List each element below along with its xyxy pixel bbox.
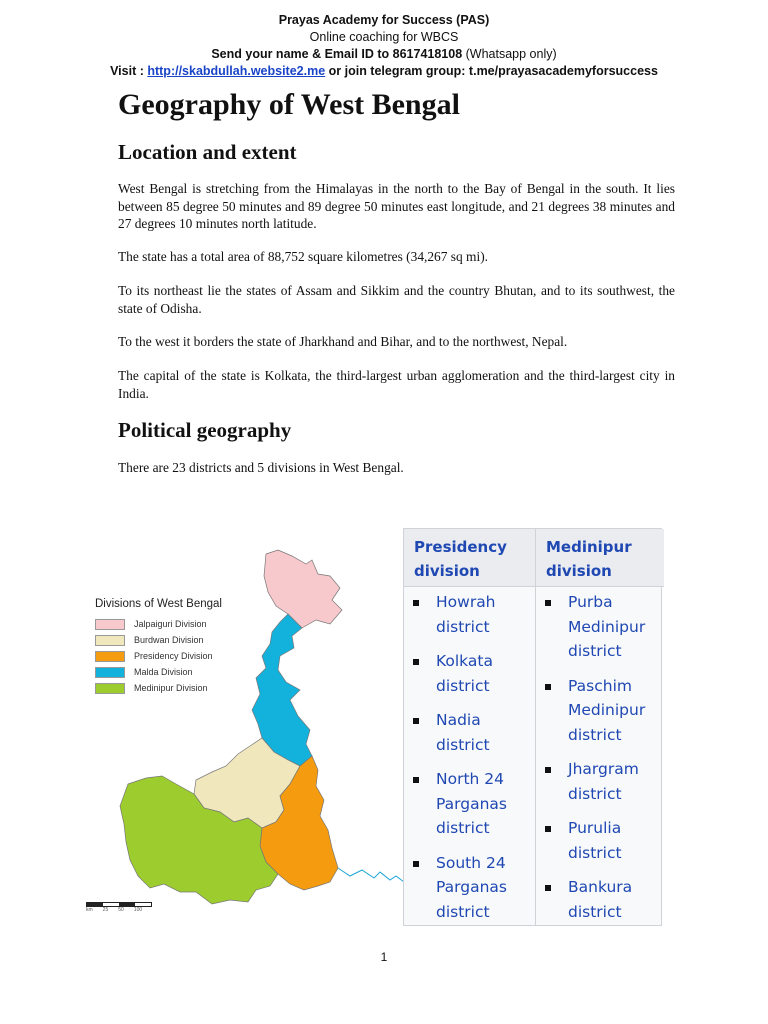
district-link-kolkata[interactable]	[404, 649, 535, 698]
header-line: Presidency	[414, 538, 507, 556]
legend-swatch	[95, 619, 125, 630]
link-line: Medinipur	[568, 617, 646, 636]
map-coastline-islands	[338, 868, 404, 882]
link-line: Nadia	[436, 711, 481, 729]
district-link-bankura[interactable]	[536, 875, 664, 924]
legend-label: Jalpaiguri Division	[134, 619, 207, 629]
section-political-heading: Political geography	[118, 418, 292, 442]
divisions-table	[403, 528, 662, 926]
link-line: district	[568, 902, 622, 921]
visit-line	[0, 63, 768, 80]
medinipur-header	[536, 529, 664, 587]
link-line: district	[568, 725, 622, 744]
link-line: Paschim	[568, 676, 632, 695]
paragraph-west: To the west it borders the state of Jharkhand and Bihar, and to the northwest, Nepal.	[118, 334, 568, 349]
scale-label: km	[86, 907, 93, 913]
legend-item-burdwan	[95, 632, 222, 648]
link-line: district	[568, 784, 622, 803]
west-bengal-division-map	[80, 540, 410, 920]
contact-bold: Send your name & Email ID to 8617418108	[211, 47, 463, 61]
page-header	[0, 12, 768, 80]
legend-title: Divisions of West Bengal	[95, 598, 222, 610]
link-line: Jhargram	[568, 760, 639, 778]
presidency-header	[404, 529, 535, 587]
legend-item-medinipur	[95, 680, 222, 696]
link-line: district	[568, 642, 622, 660]
link-line: district	[568, 843, 622, 862]
scale-labels	[86, 907, 152, 913]
link-line: district	[436, 819, 490, 837]
visit-label: Visit :	[110, 64, 148, 78]
link-line: Purba	[568, 593, 613, 611]
paragraph-districts: There are 23 districts and 5 divisions in West Bengal.	[118, 460, 404, 475]
legend-item-jalpaiguri	[95, 616, 222, 632]
district-link-jhargram[interactable]	[536, 757, 664, 806]
legend-swatch	[95, 683, 125, 694]
section-location-heading: Location and extent	[118, 140, 297, 164]
medinipur-list	[536, 587, 664, 924]
legend-item-malda	[95, 664, 222, 680]
district-link-north-24-parganas[interactable]	[404, 767, 535, 841]
contact-line	[0, 46, 768, 63]
header-line: division	[414, 562, 480, 580]
scale-label: 25	[102, 907, 109, 913]
paragraph-area: The state has a total area of 88,752 square kilometres (34,267 sq mi).	[118, 249, 488, 264]
link-line: district	[436, 735, 490, 754]
scale-label: 50	[118, 907, 124, 913]
legend-swatch	[95, 635, 125, 646]
link-line: Bankura	[568, 878, 633, 896]
header-line: Medinipur	[546, 538, 632, 556]
telegram-text: or join telegram group: t.me/prayasacademyforsuccess	[325, 64, 658, 78]
legend-swatch	[95, 651, 125, 662]
map-scale-bar	[86, 902, 152, 913]
medinipur-column	[535, 529, 664, 925]
legend-item-presidency	[95, 648, 222, 664]
legend-label: Presidency Division	[134, 651, 213, 661]
district-link-nadia[interactable]	[404, 708, 535, 757]
link-line: district	[436, 617, 490, 636]
link-line: Purulia	[568, 819, 622, 837]
academy-name: Prayas Academy for Success (PAS)	[278, 13, 490, 27]
link-line: Howrah	[436, 593, 496, 611]
link-line: Parganas	[436, 794, 507, 813]
website-link[interactable]: http://skabdullah.website2.me	[147, 64, 326, 78]
legend-label: Burdwan Division	[134, 635, 204, 645]
legend-swatch	[95, 667, 125, 678]
paragraph-capital: The capital of the state is Kolkata, the third-largest urban agglomeration and the third-largest city in India.	[118, 368, 675, 401]
page-number: 1	[380, 950, 388, 964]
paragraph-location: West Bengal is stretching from the Himalayas in the north to the Bay of Bengal in the south. It lies between 85 degree 50 minutes and 89 degree 50 minutes east longitude, and 21 degrees 38 minutes and 27 degrees 10 minutes north latitude.	[118, 181, 675, 231]
scale-label: 100	[133, 907, 143, 913]
link-line: Parganas	[436, 878, 507, 896]
district-link-purulia[interactable]	[536, 816, 664, 865]
coaching-line: Online coaching for WBCS	[309, 30, 459, 44]
link-line: district	[436, 902, 490, 921]
legend-label: Medinipur Division	[134, 683, 208, 693]
district-link-howrah[interactable]	[404, 590, 535, 639]
district-link-purba-medinipur[interactable]	[536, 590, 664, 664]
contact-note: (Whatsapp only)	[462, 47, 557, 61]
presidency-column	[404, 529, 535, 924]
page-title: Geography of West Bengal	[118, 88, 460, 121]
map-legend	[95, 598, 222, 696]
district-link-paschim-medinipur[interactable]	[536, 674, 664, 748]
link-line: North 24	[436, 770, 505, 788]
legend-label: Malda Division	[134, 667, 193, 677]
map-region-jalpaiguri	[264, 550, 342, 628]
link-line: South 24	[436, 853, 506, 872]
link-line: Kolkata	[436, 652, 493, 670]
paragraph-northeast: To its northeast lie the states of Assam and Sikkim and the country Bhutan, and to its southwest, the state of Odisha.	[118, 283, 675, 316]
link-line: district	[436, 676, 490, 695]
district-link-south-24-parganas[interactable]	[404, 851, 535, 925]
presidency-list	[404, 587, 535, 924]
link-line: Medinipur	[568, 701, 646, 719]
header-line: division	[546, 562, 612, 580]
